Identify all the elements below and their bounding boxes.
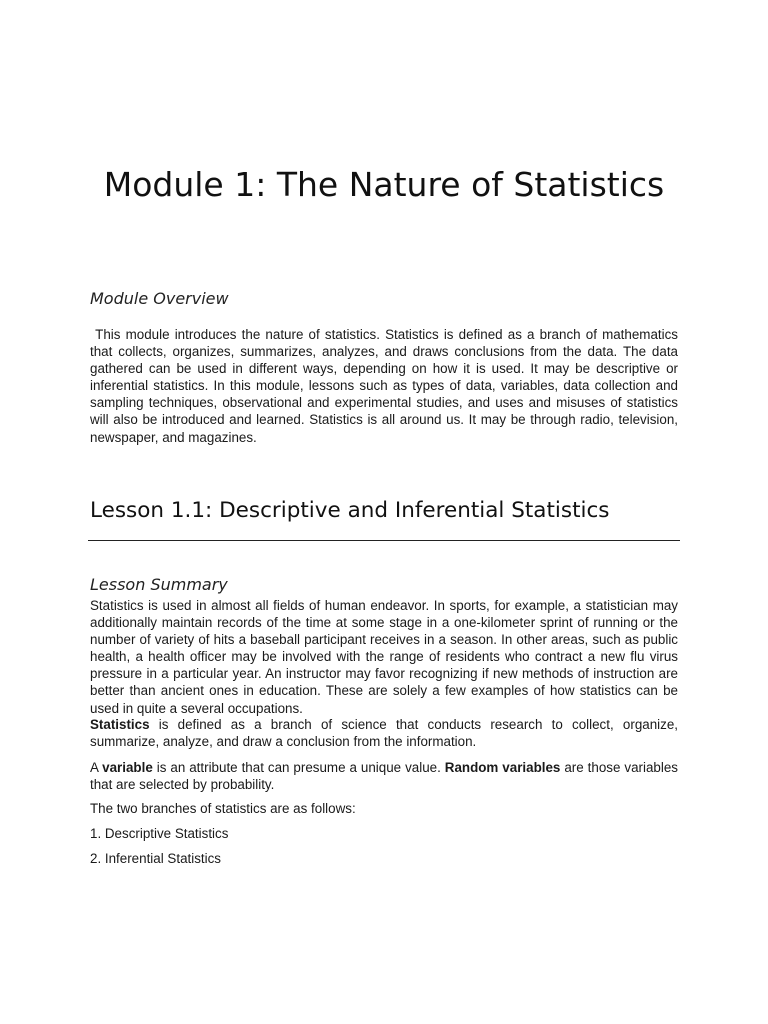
module-overview-paragraph: This module introduces the nature of statistics. Statistics is defined as a branch of mathematics that collects, organizes, summarizes, analyzes, and draws conclusions from the data. The data gathered can be used in different ways, depending on how it is used. It may be descriptive or inferential statistics. In this module, lessons such as types of data, variables, data collection and sampling techniques, observational and experimental studies, and uses and misuses of statistics will also be introduced and learned. Statistics is all around us. It may be through radio, television, newspaper, and magazines. bbox=[90, 327, 682, 445]
variable-prefix: A bbox=[90, 760, 103, 775]
lesson-heading: Lesson 1.1: Descriptive and Inferential Statistics bbox=[90, 498, 610, 523]
variable-definition-text: is an attribute that can presume a unique value. bbox=[152, 760, 445, 775]
branch-list-item: 1. Descriptive Statistics bbox=[90, 826, 229, 841]
branches-intro: The two branches of statistics are as follows: bbox=[90, 801, 356, 816]
statistics-definition-text: is defined as a branch of science that conducts research to collect, organize, summarize, analyze, and draw a conclusion from the information. bbox=[90, 717, 678, 750]
variable-term: variable bbox=[102, 760, 153, 775]
random-variables-definition-text: are those variables that are selected by probability. bbox=[90, 760, 678, 793]
lesson-divider bbox=[88, 540, 680, 541]
branch-list-item: 2. Inferential Statistics bbox=[90, 851, 221, 866]
lesson-summary-paragraph: Statistics is used in almost all fields of human endeavor. In sports, for example, a statistician may additionally maintain records of the time at some stage in a one-kilometer sprint of running or the number of variety of hits a baseball participant receives in a season. In other areas, such as public health, a health officer may be involved with the range of residents who contract a new flu virus pressure in a particular year. An instructor may favor recognizing if new methods of instruction are better than ancient ones in education. These are solely a few examples of how statistics can be used in quite a several occupations. bbox=[90, 598, 678, 716]
random-variables-term: Random variables bbox=[444, 760, 561, 775]
lesson-summary-heading: Lesson Summary bbox=[90, 575, 228, 594]
module-title: Module 1: The Nature of Statistics bbox=[103, 165, 665, 204]
variable-definition bbox=[90, 759, 678, 793]
module-overview-heading: Module Overview bbox=[90, 289, 229, 308]
statistics-definition bbox=[90, 716, 678, 750]
statistics-term: Statistics bbox=[90, 717, 150, 732]
